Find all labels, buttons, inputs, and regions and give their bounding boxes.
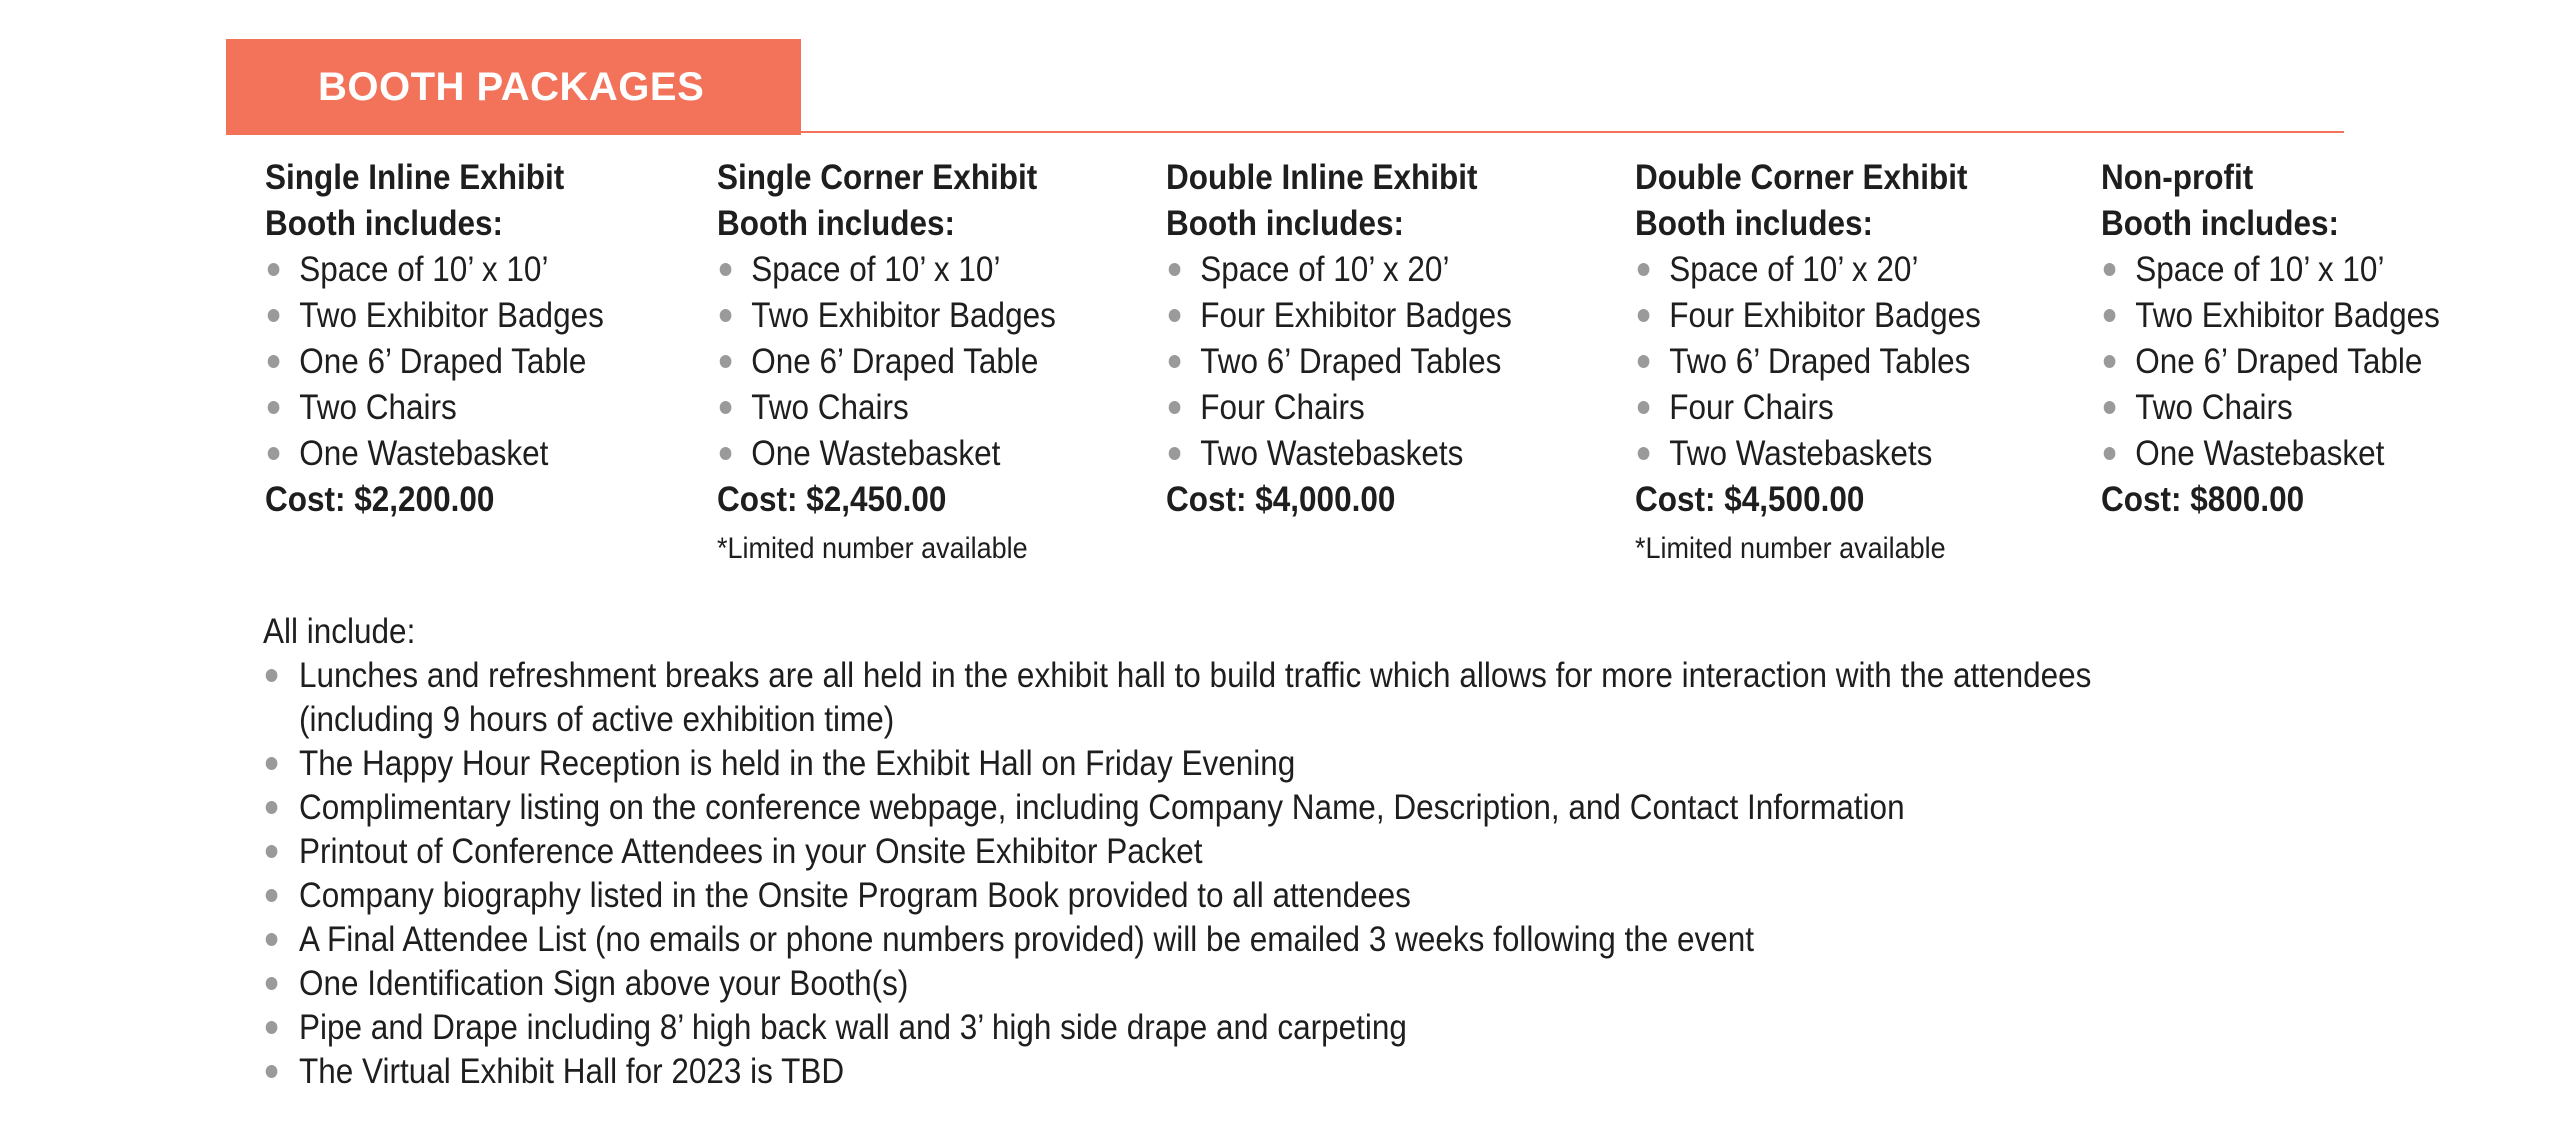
package-item bbox=[2101, 247, 2440, 293]
package-single-inline bbox=[265, 155, 604, 523]
package-name: Double Corner Exhibit bbox=[1635, 158, 1968, 197]
package-item-text: Space of 10’ x 20’ bbox=[1669, 250, 1919, 289]
package-item-text: Four Chairs bbox=[1200, 388, 1365, 427]
all-include-item-text: Pipe and Drape including 8’ high back wall and 3’ high side drape and carpeting bbox=[299, 1008, 1407, 1047]
bullet-icon bbox=[266, 1021, 278, 1034]
all-include-item-text: Printout of Conference Attendees in your Onsite Exhibitor Packet bbox=[299, 832, 1203, 871]
package-cost: Cost: $2,200.00 bbox=[265, 480, 495, 519]
package-item bbox=[2101, 431, 2440, 477]
package-item bbox=[265, 247, 604, 293]
package-items-list bbox=[717, 247, 1056, 477]
all-include-item bbox=[263, 654, 2091, 698]
package-item-text: Two Wastebaskets bbox=[1200, 434, 1464, 473]
package-item bbox=[1166, 339, 1512, 385]
bullet-icon bbox=[266, 933, 278, 946]
all-include-item-text: Company biography listed in the Onsite Program Book provided to all attendees bbox=[299, 876, 1411, 915]
bullet-icon bbox=[268, 355, 280, 368]
all-include-section bbox=[263, 610, 2091, 1094]
package-item bbox=[2101, 293, 2440, 339]
all-include-item bbox=[263, 918, 2091, 962]
bullet-icon bbox=[268, 263, 280, 276]
package-item-text: Two Wastebaskets bbox=[1669, 434, 1933, 473]
package-item bbox=[717, 339, 1056, 385]
bullet-icon bbox=[266, 669, 278, 682]
package-item-text: Two Exhibitor Badges bbox=[299, 296, 604, 335]
section-title: BOOTH PACKAGES bbox=[318, 64, 705, 109]
all-include-item bbox=[263, 742, 2091, 786]
bullet-icon bbox=[720, 401, 732, 414]
package-items-list bbox=[2101, 247, 2440, 477]
bullet-icon bbox=[720, 263, 732, 276]
package-name: Double Inline Exhibit bbox=[1166, 158, 1478, 197]
package-item-text: Two Exhibitor Badges bbox=[2135, 296, 2440, 335]
package-includes-label: Booth includes: bbox=[265, 204, 503, 243]
bullet-icon bbox=[2104, 401, 2116, 414]
package-item bbox=[1635, 385, 1981, 431]
package-includes-label: Booth includes: bbox=[1166, 204, 1404, 243]
bullet-icon bbox=[1638, 355, 1650, 368]
package-name: Single Corner Exhibit bbox=[717, 158, 1038, 197]
package-item-text: Space of 10’ x 10’ bbox=[2135, 250, 2385, 289]
package-item-text: One Wastebasket bbox=[751, 434, 1001, 473]
all-include-list bbox=[263, 654, 2091, 1094]
bullet-icon bbox=[2104, 263, 2116, 276]
package-item bbox=[1635, 431, 1981, 477]
package-item bbox=[1166, 385, 1512, 431]
package-item-text: Two Chairs bbox=[751, 388, 909, 427]
package-double-corner bbox=[1635, 155, 1981, 569]
package-item bbox=[2101, 385, 2440, 431]
package-cost: Cost: $800.00 bbox=[2101, 480, 2305, 519]
bullet-icon bbox=[1169, 401, 1181, 414]
bullet-icon bbox=[2104, 355, 2116, 368]
bullet-icon bbox=[266, 757, 278, 770]
package-item bbox=[1635, 247, 1981, 293]
package-item bbox=[265, 339, 604, 385]
package-item-text: One 6’ Draped Table bbox=[299, 342, 587, 381]
all-include-item bbox=[263, 1006, 2091, 1050]
bullet-icon bbox=[266, 845, 278, 858]
package-item-text: Two Chairs bbox=[2135, 388, 2293, 427]
bullet-icon bbox=[266, 889, 278, 902]
package-item-text: Four Exhibitor Badges bbox=[1200, 296, 1512, 335]
package-note: *Limited number available bbox=[717, 532, 1028, 565]
bullet-icon bbox=[268, 401, 280, 414]
package-item-text: One Wastebasket bbox=[299, 434, 549, 473]
bullet-icon bbox=[1169, 263, 1181, 276]
package-item bbox=[717, 385, 1056, 431]
package-item bbox=[717, 293, 1056, 339]
all-include-item-text: One Identification Sign above your Booth(s) bbox=[299, 964, 909, 1003]
bullet-icon bbox=[268, 309, 280, 322]
all-include-item-text: (including 9 hours of active exhibition time) bbox=[299, 700, 895, 739]
bullet-icon bbox=[1638, 309, 1650, 322]
package-item bbox=[265, 385, 604, 431]
bullet-icon bbox=[1638, 263, 1650, 276]
package-item-text: Space of 10’ x 20’ bbox=[1200, 250, 1450, 289]
all-include-item bbox=[263, 874, 2091, 918]
package-item-text: One 6’ Draped Table bbox=[751, 342, 1039, 381]
bullet-icon bbox=[266, 977, 278, 990]
package-note: *Limited number available bbox=[1635, 532, 1946, 565]
all-include-item-text: A Final Attendee List (no emails or phone numbers provided) will be emailed 3 weeks following the event bbox=[299, 920, 1755, 959]
package-includes-label: Booth includes: bbox=[2101, 204, 2339, 243]
package-item bbox=[1166, 293, 1512, 339]
package-item-text: Four Chairs bbox=[1669, 388, 1834, 427]
bullet-icon bbox=[266, 1065, 278, 1078]
package-item bbox=[265, 431, 604, 477]
package-item-text: Space of 10’ x 10’ bbox=[751, 250, 1001, 289]
package-cost: Cost: $4,500.00 bbox=[1635, 480, 1865, 519]
package-item bbox=[1635, 293, 1981, 339]
package-item-text: Space of 10’ x 10’ bbox=[299, 250, 549, 289]
package-item-text: Two Exhibitor Badges bbox=[751, 296, 1056, 335]
bullet-icon bbox=[1169, 355, 1181, 368]
package-item-text: Two 6’ Draped Tables bbox=[1200, 342, 1502, 381]
all-include-item bbox=[263, 786, 2091, 830]
package-items-list bbox=[1635, 247, 1981, 477]
all-include-item-text: The Virtual Exhibit Hall for 2023 is TBD bbox=[299, 1052, 845, 1091]
package-item bbox=[717, 431, 1056, 477]
bullet-icon bbox=[1638, 447, 1650, 460]
package-name: Single Inline Exhibit bbox=[265, 158, 565, 197]
package-item bbox=[1166, 431, 1512, 477]
package-item bbox=[717, 247, 1056, 293]
all-include-heading: All include: bbox=[263, 612, 416, 651]
all-include-item bbox=[263, 830, 2091, 874]
package-item bbox=[2101, 339, 2440, 385]
all-include-item-text: Lunches and refreshment breaks are all held in the exhibit hall to build traffic which allows for more interaction with the attendees bbox=[299, 656, 2092, 695]
package-item bbox=[1166, 247, 1512, 293]
header-rule bbox=[801, 131, 2344, 133]
package-item-text: One Wastebasket bbox=[2135, 434, 2385, 473]
bullet-icon bbox=[1169, 309, 1181, 322]
package-double-inline bbox=[1166, 155, 1512, 523]
bullet-icon bbox=[720, 447, 732, 460]
bullet-icon bbox=[720, 355, 732, 368]
section-header-banner bbox=[226, 39, 801, 135]
package-single-corner bbox=[717, 155, 1056, 569]
bullet-icon bbox=[268, 447, 280, 460]
all-include-item-continuation bbox=[263, 698, 2091, 742]
package-includes-label: Booth includes: bbox=[1635, 204, 1873, 243]
bullet-icon bbox=[1169, 447, 1181, 460]
all-include-item-text: The Happy Hour Reception is held in the Exhibit Hall on Friday Evening bbox=[299, 744, 1296, 783]
bullet-icon bbox=[2104, 447, 2116, 460]
package-cost: Cost: $2,450.00 bbox=[717, 480, 947, 519]
package-item-text: Two 6’ Draped Tables bbox=[1669, 342, 1971, 381]
package-cost: Cost: $4,000.00 bbox=[1166, 480, 1396, 519]
all-include-item-text: Complimentary listing on the conference webpage, including Company Name, Description, and Contact Information bbox=[299, 788, 1905, 827]
package-includes-label: Booth includes: bbox=[717, 204, 955, 243]
package-item-text: Four Exhibitor Badges bbox=[1669, 296, 1981, 335]
bullet-icon bbox=[266, 801, 278, 814]
bullet-icon bbox=[2104, 309, 2116, 322]
package-item-text: One 6’ Draped Table bbox=[2135, 342, 2423, 381]
bullet-icon bbox=[1638, 401, 1650, 414]
package-non-profit bbox=[2101, 155, 2440, 523]
package-name: Non-profit bbox=[2101, 158, 2254, 197]
all-include-item bbox=[263, 962, 2091, 1006]
all-include-item bbox=[263, 1050, 2091, 1094]
package-items-list bbox=[265, 247, 604, 477]
package-item bbox=[1635, 339, 1981, 385]
package-item-text: Two Chairs bbox=[299, 388, 457, 427]
booth-packages bbox=[0, 155, 2550, 575]
bullet-icon bbox=[720, 309, 732, 322]
package-item bbox=[265, 293, 604, 339]
package-items-list bbox=[1166, 247, 1512, 477]
